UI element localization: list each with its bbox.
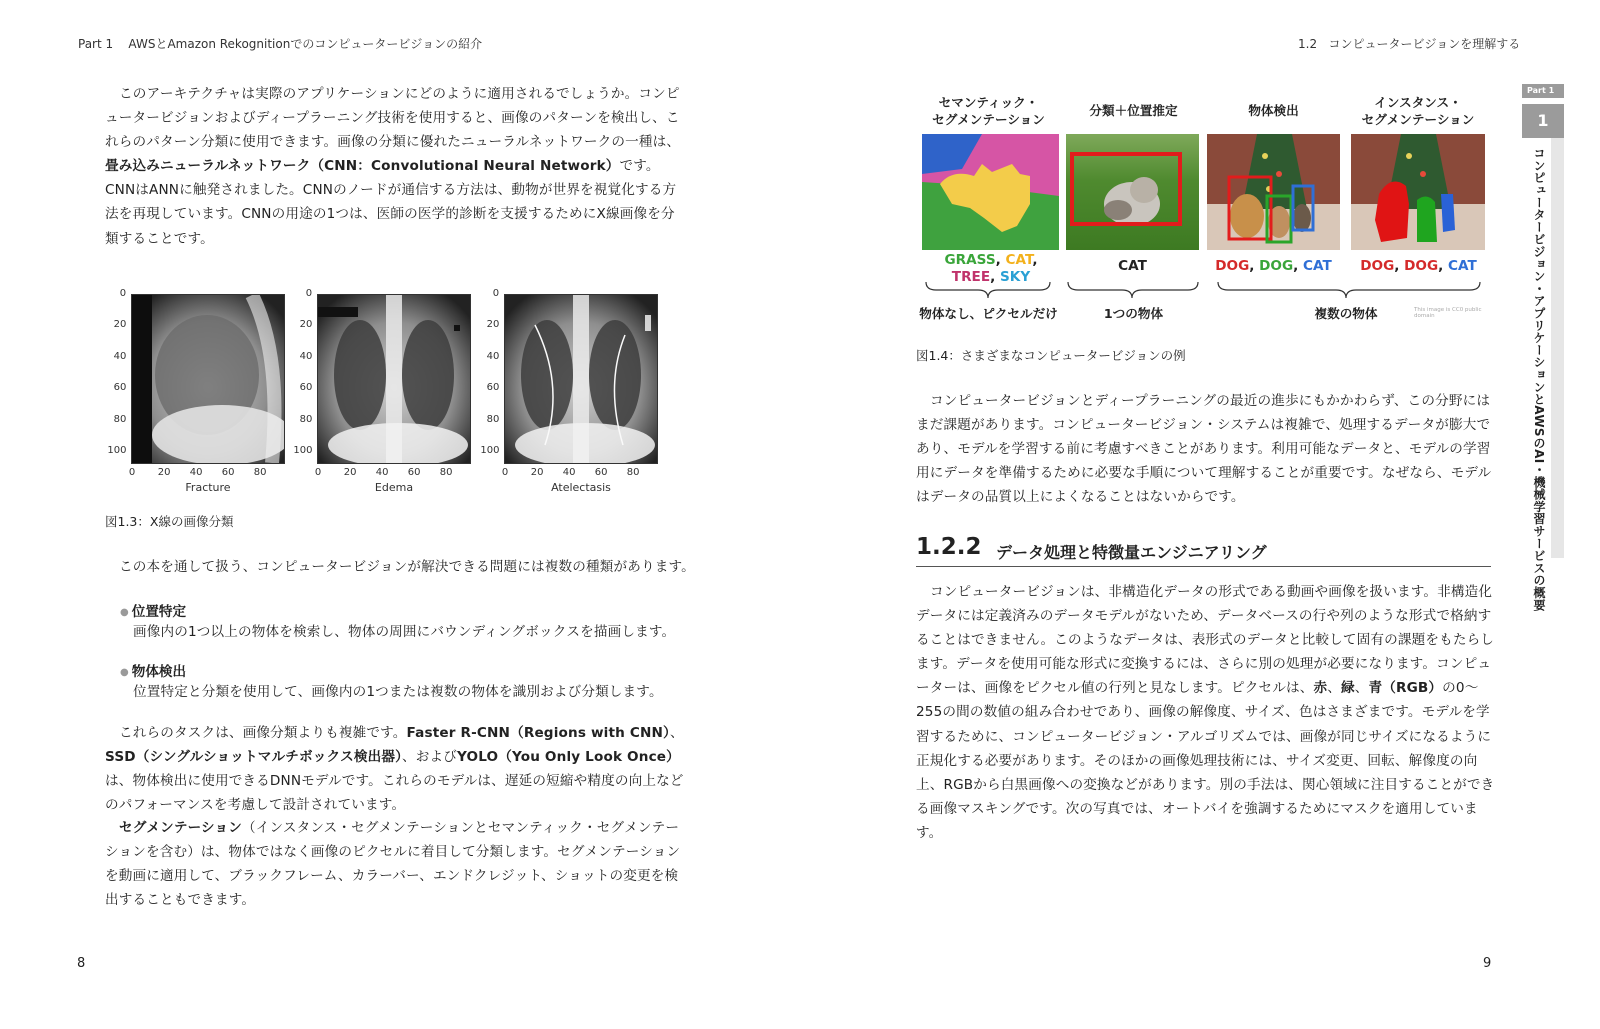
y-tick-label: 100 <box>480 445 500 456</box>
section-title: データ処理と特徴量エンジニアリング <box>996 543 1267 562</box>
y-tick-label: 20 <box>486 319 500 331</box>
x-tick-label: 20 <box>530 467 544 478</box>
x-tick-label: 20 <box>157 467 171 478</box>
brace-label-one-object: 1つの物体 <box>1103 306 1164 321</box>
bullet-title <box>120 660 700 680</box>
bullet-title <box>120 600 700 620</box>
xray-axes-frame <box>131 294 285 464</box>
term-green: 緑 <box>1340 680 1355 697</box>
header-part: Part 1 <box>78 37 114 51</box>
instance-segmentation-image <box>1351 134 1485 250</box>
p1-text-d: です。CNNはANNに触発されました。CNNのノードが通信する方法は、動物が世界を視覚化する方法を再現しています。CNNの用途の1つは、医師の医学的診断を支援するためにX線画像を分類することです。 <box>105 158 677 247</box>
header-section-number: 1.2 <box>1298 37 1318 51</box>
p2-sep: 、 <box>1354 680 1369 697</box>
side-tab-part: Part 1 <box>1522 84 1564 98</box>
label-sky: SKY <box>1000 269 1031 285</box>
header-section-title: コンピュータービジョンを理解する <box>1328 37 1521 51</box>
right-paragraph-2 <box>916 580 1496 845</box>
bullet-title-text: 物体検出 <box>131 664 187 680</box>
side-tab-strip <box>1551 138 1564 558</box>
header-instance-segmentation: インスタンス・ セグメンテーション <box>1361 95 1475 127</box>
label-dog-red: DOG <box>1215 258 1250 274</box>
cnn-term: 畳み込みニューラルネットワーク <box>105 158 311 175</box>
image-credit: This image is CC0 public domain <box>1414 307 1482 319</box>
right-paragraph-1: コンピュータービジョンとディープラーニングの最近の進歩にもかかわらず、この分野にはまだ課題があります。コンピュータービジョン・システムは複雑で、処理するデータが膨大であり、モデルを学習する前に考慮すべきことがあります。利用可能なデータと、モデルの学習用にデータを準備するために必要な手順について理解することが重要です。なぜなら、モデルはデータの品質以上によくなることはないからです。 <box>916 393 1492 506</box>
section-rule <box>916 566 1491 567</box>
label-cat: CAT <box>1005 252 1033 268</box>
brace-label-no-object: 物体なし、ピクセルだけ <box>919 306 1058 321</box>
p3-text-a: これらのタスクは、画像分類よりも複雑です。 <box>119 725 407 741</box>
y-tick-label: 60 <box>113 382 127 394</box>
xray-label-edema: Edema <box>374 481 414 494</box>
p2-sep: 、 <box>1327 680 1341 697</box>
xray-axes-frame <box>504 294 658 464</box>
faster-rcnn-term: Faster R-CNN（Regions with CNN） <box>406 725 670 741</box>
header-semantic-segmentation: セマンティック・ セグメンテーション <box>932 95 1045 127</box>
y-tick-label: 60 <box>486 382 500 394</box>
header-object-detection: 物体検出 <box>1248 103 1299 118</box>
x-tick-label: 40 <box>562 467 576 478</box>
grouping-braces <box>916 280 1496 302</box>
x-tick-label: 80 <box>626 467 640 478</box>
p2-text-a: コンピュータービジョンは、非構造化データの形式である動画や画像を扱います。非構造化データには定義済みのデータモデルがないため、データベースの行や列のような形式で格納することはできません。このようなデータは、表形式のデータと比較して固有の課題をもたらします。データを使用可能な形式に変換するには、さらに別の処理が必要になります。コンピューターは、画像をピクセル値の行列と見なします。ピクセルは、 <box>916 584 1495 697</box>
side-tab-chapter-number: 1 <box>1522 104 1564 138</box>
y-tick-label: 40 <box>299 350 313 362</box>
x-tick-label: 80 <box>253 467 267 478</box>
detection-labels: DOG, DOG, CAT <box>1215 258 1332 274</box>
ssd-term: SSD（シングルショットマルチボックス検出器） <box>105 749 403 766</box>
x-tick-label: 60 <box>594 467 608 478</box>
yolo-term: YOLO（You Only Look Once） <box>457 749 680 766</box>
x-tick-label: 20 <box>343 467 357 478</box>
y-tick-label: 0 <box>305 288 313 299</box>
term-blue: 青 <box>1368 680 1383 697</box>
term-red: 赤 <box>1313 680 1328 697</box>
x-tick-label: 0 <box>314 467 322 478</box>
running-header-left <box>78 35 482 52</box>
y-tick-label: 60 <box>299 382 313 394</box>
cat-localization-image <box>1066 134 1199 250</box>
y-tick-label: 0 <box>492 288 500 299</box>
y-tick-label: 0 <box>119 288 127 299</box>
p3-text-e: 、および <box>402 749 457 766</box>
instance-labels: DOG, DOG, CAT <box>1360 258 1477 274</box>
label-cat-blue: CAT <box>1303 258 1332 274</box>
term-rgb: （RGB） <box>1382 680 1443 697</box>
running-header-right <box>1298 35 1520 52</box>
y-tick-label: 40 <box>486 350 500 362</box>
bullet-desc: 位置特定と分類を使用して、画像内の1つまたは複数の物体を識別および分類します。 <box>133 684 663 700</box>
bullet-title-text: 位置特定 <box>131 604 187 620</box>
y-tick-label: 80 <box>113 413 127 425</box>
cat-label: CAT <box>1118 258 1147 274</box>
y-tick-label: 20 <box>299 319 313 331</box>
brace-label-multiple-objects: 複数の物体 <box>1314 306 1378 321</box>
figure-1-4-caption: 図1.4：さまざまなコンピュータービジョンの例 <box>916 348 1186 363</box>
cnn-term-en: （CNN：Convolutional Neural Network） <box>310 158 620 175</box>
x-tick-label: 40 <box>189 467 203 478</box>
segmentation-term: セグメンテーション <box>119 820 243 836</box>
label-dog-red: DOG <box>1360 258 1395 274</box>
left-paragraph-3 <box>105 721 685 817</box>
header-classification-localization: 分類＋位置推定 <box>1089 103 1178 118</box>
y-tick-label: 40 <box>113 350 127 362</box>
page-number-right: 9 <box>1483 956 1492 971</box>
p4-text: （インスタンス・セグメンテーションとセマンティック・セグメンテーションを含む）は、物体ではなく画像のピクセルに着目して分類します。セグメンテーションを動画に適用して、ブラックフレーム、カラーバー、エンドクレジット、ショットの変更を検出することもできます。 <box>105 820 681 909</box>
brace-semantic <box>926 282 1050 298</box>
label-grass: GRASS <box>944 252 996 268</box>
object-detection-image <box>1207 134 1340 250</box>
y-tick-label: 20 <box>113 319 127 331</box>
label-tree: TREE <box>951 269 991 285</box>
semantic-labels: GRASS, CAT, TREE, SKY <box>944 252 1038 285</box>
xray-label-fracture: Fracture <box>185 481 231 494</box>
x-tick-label: 40 <box>375 467 389 478</box>
x-tick-label: 60 <box>221 467 235 478</box>
page-number-left: 8 <box>77 956 86 971</box>
xray-figure <box>100 285 680 500</box>
xray-axes-frame <box>317 294 471 464</box>
brace-multiple-objects <box>1218 282 1480 298</box>
xray-label-atelectasis: Atelectasis <box>551 481 611 494</box>
brace-single-object <box>1068 282 1198 298</box>
label-sep: , <box>995 252 1006 268</box>
p1-text-a: このアーキテクチャは実際のアプリケーションにどのように適用されるでしょうか。コンピュータービジョンおよびディープラーニング技術を使用すると、画像のパターンを検出し、これらのパターン分類に使用できます。画像の分類に優れたニューラルネットワークの一種は、 <box>105 86 681 151</box>
side-tab-vertical-title: コンピュータービジョン・アプリケーションとAWSのAI・機械学習サービスの概要 <box>1532 147 1546 612</box>
left-paragraph-1 <box>105 82 685 251</box>
figure-1-3-caption: 図1.3：X線の画像分類 <box>105 514 234 529</box>
semantic-segmentation-image <box>922 134 1059 250</box>
p3-text-g: は、物体検出に使用できるDNNモデルです。これらのモデルは、遅延の短縮や精度の向上などのパフォーマンスを考慮して設計されています。 <box>105 773 684 814</box>
bullet-desc: 画像内の1つ以上の物体を検索し、物体の周囲にバウンディングボックスを描画します。 <box>133 624 676 640</box>
x-tick-label: 0 <box>128 467 136 478</box>
bullet-icon: ● <box>120 607 129 618</box>
list-item <box>120 600 700 660</box>
bullet-icon: ● <box>120 667 129 678</box>
bullet-list <box>120 600 700 704</box>
label-sep: , <box>990 269 1001 285</box>
header-title: AWSとAmazon Rekognitionでのコンピュータービジョンの紹介 <box>128 37 483 51</box>
list-item <box>120 660 700 704</box>
left-paragraph-2: この本を通して扱う、コンピュータービジョンが解決できる問題には複数の種類があります。 <box>119 559 695 575</box>
x-tick-label: 0 <box>501 467 509 478</box>
x-tick-label: 60 <box>407 467 421 478</box>
left-paragraph-4 <box>105 816 685 912</box>
x-tick-label: 80 <box>439 467 453 478</box>
label-dog-red-2: DOG <box>1404 258 1439 274</box>
label-cat-blue: CAT <box>1448 258 1477 274</box>
y-tick-label: 100 <box>293 445 313 456</box>
y-tick-label: 80 <box>299 413 313 425</box>
p3-sep: 、 <box>669 725 684 741</box>
y-tick-label: 100 <box>107 445 127 456</box>
cv-examples-figure <box>916 88 1496 328</box>
y-tick-label: 80 <box>486 413 500 425</box>
p2-text-b: の0〜255の間の数値の組み合わせであり、画像の解像度、サイズ、色はさまざまです。モデルを学習するために、コンピュータービジョン・アルゴリズムでは、画像が同じサイズになるように正規化する必要があります。そのほかの画像処理技術には、サイズ変更、回転、解像度の向上、RGBから白黒画像への変換などがあります。別の手法は、関心領域に注目することができる画像マスキングです。次の写真では、オートバイを強調するためにマスクを適用しています。 <box>916 680 1495 841</box>
section-number: 1.2.2 <box>916 534 982 560</box>
label-dog-green: DOG <box>1259 258 1294 274</box>
